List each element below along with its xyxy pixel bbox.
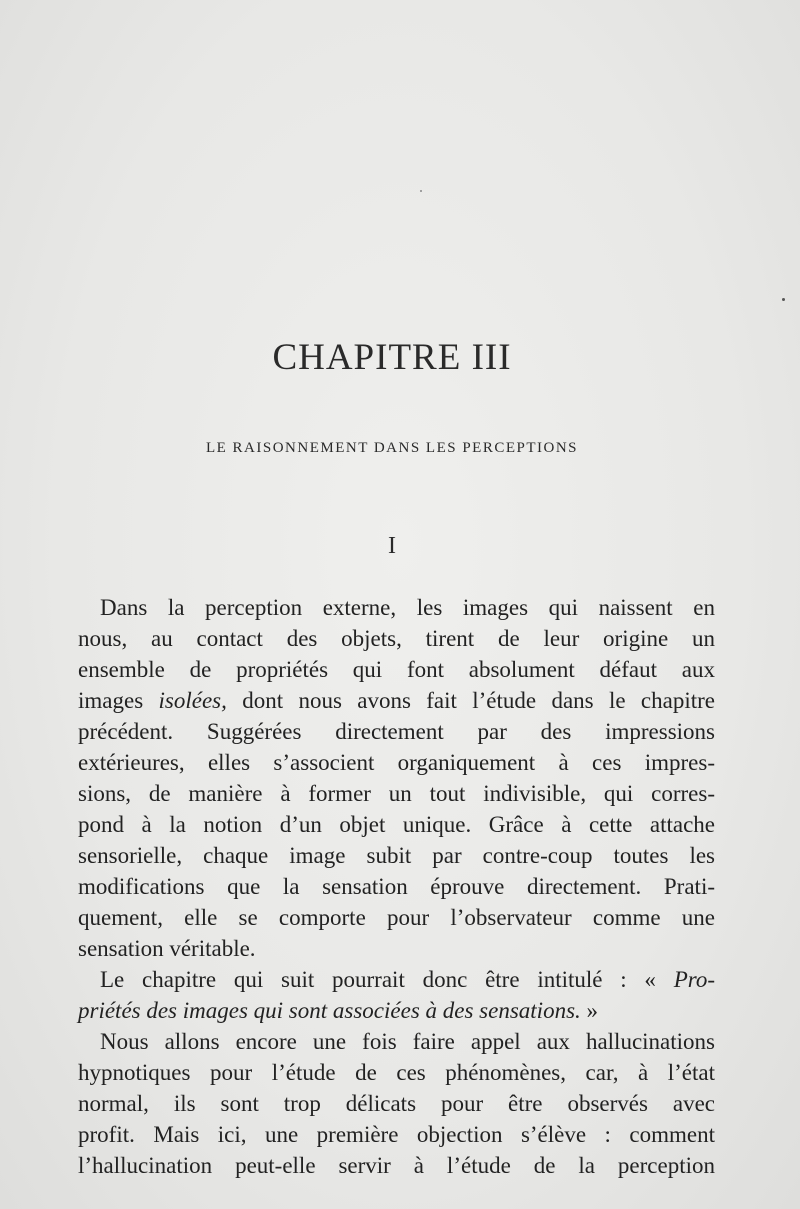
text-line (78, 685, 715, 716)
chapter-title: CHAPITRE III (272, 337, 512, 378)
italic-segment: priétés des images qui sont associées à des sensations. (78, 998, 581, 1023)
text-line (78, 964, 715, 995)
text-segment: dont nous avons fait l’étude dans le chapitre (226, 688, 715, 713)
text-line: modifications que la sensation éprouve directement. Prati- (78, 874, 715, 899)
italic-segment: Pro- (673, 967, 715, 992)
text-line: Dans la perception externe, les images qui naissent en (100, 595, 715, 620)
italic-word: isolées, (158, 688, 227, 713)
text-line: profit. Mais ici, une première objection s’élève : comment (78, 1122, 715, 1147)
text-segment: images (78, 688, 159, 713)
text-line: ensemble de propriétés qui font absolument défaut aux (78, 657, 715, 682)
chapter-subtitle: LE RAISONNEMENT DANS LES PERCEPTIONS (205, 440, 579, 456)
text-segment: » (580, 998, 599, 1023)
text-line: normal, ils sont trop délicats pour être observés avec (78, 1091, 715, 1116)
text-line: nous, au contact des objets, tirent de leur origine un (78, 626, 715, 651)
text-line: Nous allons encore une fois faire appel aux hallucinations (100, 1029, 715, 1054)
section-number: I (388, 533, 396, 559)
text-line: sensation véritable. (78, 936, 256, 961)
body-text (78, 592, 715, 1181)
text-line: sions, de manière à former un tout indivisible, qui corres- (78, 781, 715, 806)
text-line: quement, elle se comporte pour l’observateur comme une (78, 905, 715, 930)
text-line: sensorielle, chaque image subit par contre-coup toutes les (78, 843, 715, 868)
text-line: précédent. Suggérées directement par des impressions (78, 719, 715, 744)
text-line: extérieures, elles s’associent organiquement à ces impres- (78, 750, 715, 775)
text-line (78, 995, 715, 1026)
text-segment: Le chapitre qui suit pourrait donc être intitulé : « (100, 967, 674, 992)
paper-speck (420, 190, 422, 192)
text-line: pond à la notion d’un objet unique. Grâce à cette attache (78, 812, 715, 837)
paper-speck (782, 298, 785, 301)
text-line: l’hallucination peut-elle servir à l’étude de la perception (78, 1153, 715, 1178)
text-line: hypnotiques pour l’étude de ces phénomènes, car, à l’état (78, 1060, 715, 1085)
